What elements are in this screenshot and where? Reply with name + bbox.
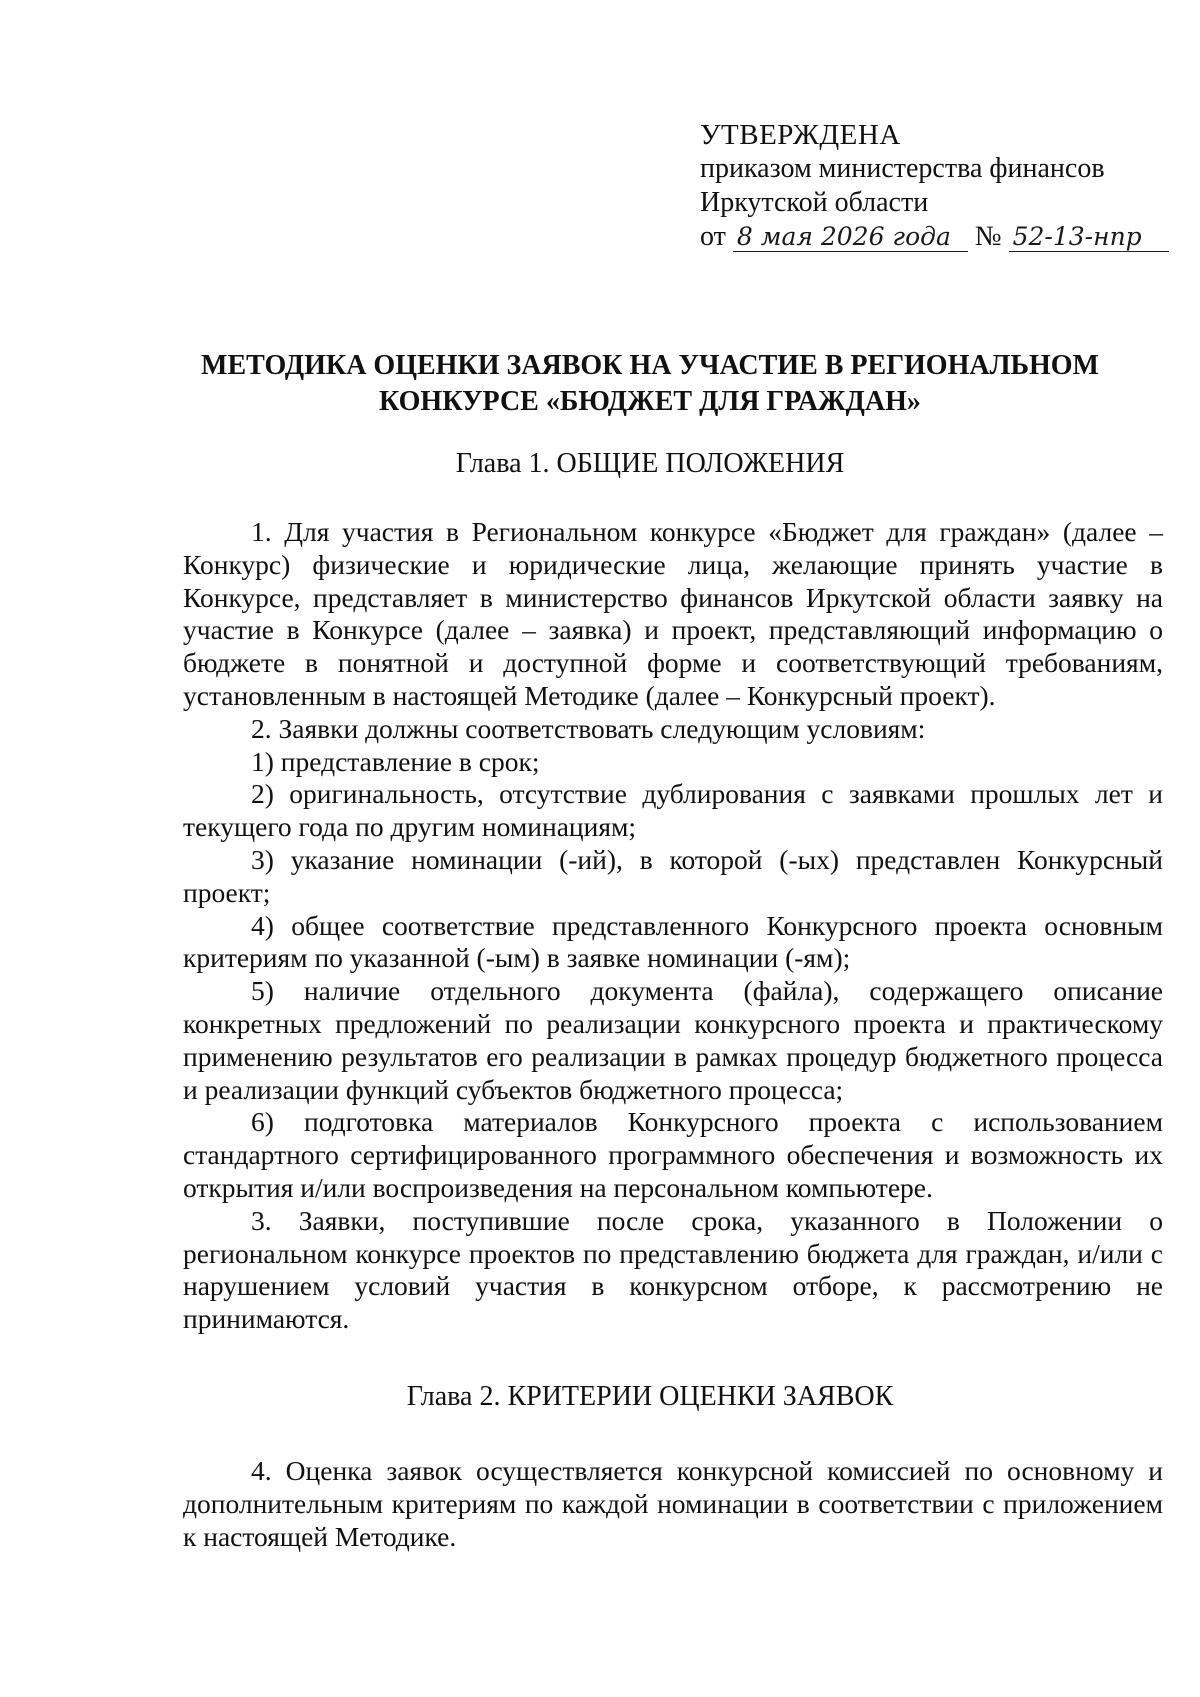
list-item-1: 1) представление в срок; [251, 745, 540, 777]
chapter-1-heading: Глава 1. ОБЩИЕ ПОЛОЖЕНИЯ [455, 448, 845, 479]
approval-date-line [700, 220, 1170, 254]
document-title-line-2: КОНКУРСЕ «БЮДЖЕТ ДЛЯ ГРАЖДАН» [379, 386, 921, 417]
chapter-2-heading: Глава 2. КРИТЕРИИ ОЦЕНКИ ЗАЯВОК [406, 1381, 894, 1412]
chapter-1-body [183, 516, 1163, 1336]
list-item-4: 4) общее соответствие представленного Конкурсного проекта основным критериям по указанной (-ым) в заявке номинации (-ям); [183, 909, 1163, 974]
list-item-2: 2) оригинальность, отсутствие дублирования с заявками прошлых лет и текущего года по другим номинациям; [183, 778, 1163, 843]
approval-stamp [700, 118, 1170, 254]
list-item-5: 5) наличие отдельного документа (файла), содержащего описание конкретных предложений по реализации конкурсного проекта и практическому применению результатов его реализации в рамках процедур бюджетного процесса и реализации функций субъектов бюджетного процесса; [183, 975, 1163, 1105]
approval-title: УТВЕРЖДЕНА [700, 119, 901, 151]
paragraph-2: 2. Заявки должны соответствовать следующим условиям: [251, 712, 926, 744]
date-prefix: от [700, 221, 726, 252]
list-item-3: 3) указание номинации (-ий), в которой (-ых) представлен Конкурсный проект; [183, 843, 1163, 908]
paragraph-1: 1. Для участия в Региональном конкурсе «Бюджет для граждан» (далее – Конкурс) физические и юридические лица, желающие принять участие в Конкурсе, представляет в министерство финансов Иркутской области заявку на участие в Конкурсе (далее – заявка) и проект, представляющий информацию о бюджете в понятной и доступной форме и соответствующий требованиям, установленным в настоящей Методике (далее – Конкурсный проект). [183, 516, 1163, 711]
handwritten-number: 52-13-нпр [1009, 223, 1169, 252]
document-title [150, 348, 1150, 420]
paragraph-4: 4. Оценка заявок осуществляется конкурсной комиссией по основному и дополнительным критериям по каждой номинации в соответствии с приложением к настоящей Методике. [183, 1455, 1163, 1552]
document-title-line-1: МЕТОДИКА ОЦЕНКИ ЗАЯВОК НА УЧАСТИЕ В РЕГИОНАЛЬНОМ [201, 350, 1099, 381]
paragraph-3: 3. Заявки, поступившие после срока, указанного в Положении о региональном конкурсе проектов по представлению бюджета для граждан, и/или с нарушением условий участия в конкурсном отборе, к рассмотрению не принимаются. [183, 1204, 1163, 1335]
approval-line-1: приказом министерства финансов [700, 153, 1105, 184]
chapter-2-body [183, 1455, 1163, 1553]
number-sign: № [974, 221, 1002, 252]
handwritten-date: 8 мая 2026 года [733, 223, 968, 252]
list-item-6: 6) подготовка материалов Конкурсного проекта с использованием стандартного сертифицированного программного обеспечения и возможность их открытия и/или воспроизведения на персональном компьютере. [183, 1106, 1163, 1203]
approval-line-2: Иркутской области [700, 187, 929, 218]
